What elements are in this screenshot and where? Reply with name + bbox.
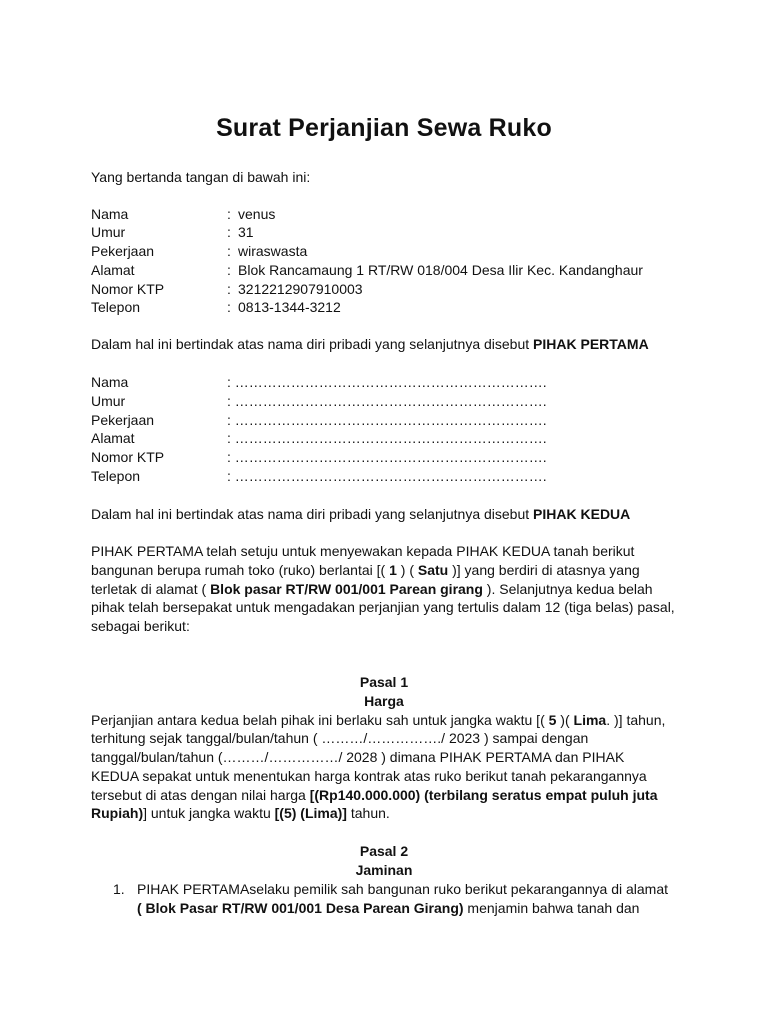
blank-field-alamat: : …………………………………………………………. bbox=[227, 430, 547, 446]
pihak-kedua-statement bbox=[91, 505, 630, 524]
list-number: 1. bbox=[113, 881, 125, 897]
field-colon: : bbox=[227, 262, 231, 278]
field-label-telepon: Telepon bbox=[91, 468, 141, 484]
paragraph-line: sebagai berikut: bbox=[91, 618, 190, 634]
blank-field-ktp: : …………………………………………………………. bbox=[227, 449, 547, 465]
pasal-2-subheading: Jaminan bbox=[355, 862, 413, 878]
blank-field-nama: : …………………………………………………………. bbox=[227, 374, 547, 390]
blank-field-umur: : …………………………………………………………. bbox=[227, 393, 547, 409]
field-value-telepon: 0813-1344-3212 bbox=[238, 299, 341, 315]
field-value-nama: venus bbox=[238, 206, 276, 222]
field-label-nama: Nama bbox=[91, 374, 129, 390]
list-item-line: PIHAK PERTAMAselaku pemilik sah bangunan ruko berikut pekarangannya di alamat bbox=[137, 881, 668, 897]
pasal-1-line: Rupiah)] untuk jangka waktu [(5) (Lima)] tahun. bbox=[91, 805, 390, 821]
field-colon: : bbox=[227, 206, 231, 222]
field-colon: : bbox=[227, 224, 231, 240]
statement-text: Dalam hal ini bertindak atas nama diri pribadi yang selanjutnya disebut bbox=[91, 336, 534, 352]
list-item-line: ( Blok Pasar RT/RW 001/001 Desa Parean Girang) menjamin bahwa tanah dan bbox=[137, 900, 640, 916]
field-colon: : bbox=[227, 281, 231, 297]
document-title: Surat Perjanjian Sewa Ruko bbox=[216, 114, 552, 142]
blank-field-telepon: : …………………………………………………………. bbox=[227, 468, 547, 484]
field-colon: : bbox=[227, 243, 231, 259]
pihak-kedua-label: PIHAK KEDUA bbox=[533, 506, 631, 522]
pihak-pertama-label: PIHAK PERTAMA bbox=[533, 336, 649, 352]
field-value-umur: 31 bbox=[238, 224, 254, 240]
field-label-alamat: Alamat bbox=[91, 430, 135, 446]
pasal-1-subheading: Harga bbox=[364, 693, 404, 709]
field-label-umur: Umur bbox=[91, 224, 126, 240]
pasal-1-line: terhitung sejak tanggal/bulan/tahun ( ………/……………./ 2023 ) sampai dengan bbox=[91, 730, 589, 746]
field-value-alamat: Blok Rancamaung 1 RT/RW 018/004 Desa Ilir Kec. Kandanghaur bbox=[238, 262, 643, 278]
pasal-1-heading: Pasal 1 bbox=[359, 674, 409, 690]
paragraph-line: PIHAK PERTAMA telah setuju untuk menyewakan kepada PIHAK KEDUA tanah berikut bbox=[91, 543, 635, 559]
paragraph-line: bangunan berupa rumah toko (ruko) berlantai [( 1 ) ( Satu )] yang berdiri di atasnya yang bbox=[91, 562, 640, 578]
pasal-1-line: tersebut di atas dengan nilai harga [(Rp140.000.000) (terbilang seratus empat puluh juta bbox=[91, 787, 658, 803]
pasal-1-line: tanggal/bulan/tahun (………/……………/ 2028 ) dimana PIHAK PERTAMA dan PIHAK bbox=[91, 749, 625, 765]
pasal-1-line: Perjanjian antara kedua belah pihak ini berlaku sah untuk jangka waktu [( 5 )( Lima. )] tahun, bbox=[91, 712, 666, 728]
field-label-nama: Nama bbox=[91, 206, 129, 222]
field-label-pekerjaan: Pekerjaan bbox=[91, 243, 155, 259]
field-value-pekerjaan: wiraswasta bbox=[238, 243, 308, 259]
pasal-1-line: KEDUA sepakat untuk menentukan harga kontrak atas ruko berikut tanah pekarangannya bbox=[91, 768, 647, 784]
field-colon: : bbox=[227, 299, 231, 315]
intro-text: Yang bertanda tangan di bawah ini: bbox=[91, 169, 311, 185]
field-label-ktp: Nomor KTP bbox=[91, 281, 165, 297]
field-label-umur: Umur bbox=[91, 393, 126, 409]
field-label-telepon: Telepon bbox=[91, 299, 141, 315]
paragraph-line: terletak di alamat ( Blok pasar RT/RW 001/001 Parean girang ). Selanjutnya kedua belah bbox=[91, 581, 653, 597]
blank-field-pekerjaan: : …………………………………………………………. bbox=[227, 412, 547, 428]
field-label-pekerjaan: Pekerjaan bbox=[91, 412, 155, 428]
field-value-ktp: 3212212907910003 bbox=[238, 281, 363, 297]
field-label-ktp: Nomor KTP bbox=[91, 449, 165, 465]
paragraph-line: pihak telah bersepakat untuk mengadakan perjanjian yang tertulis dalam 12 (tiga belas) pasal, bbox=[91, 599, 675, 615]
field-label-alamat: Alamat bbox=[91, 262, 135, 278]
statement-text: Dalam hal ini bertindak atas nama diri pribadi yang selanjutnya disebut bbox=[91, 506, 534, 522]
pihak-pertama-statement bbox=[91, 335, 649, 354]
pasal-2-heading: Pasal 2 bbox=[359, 843, 409, 859]
